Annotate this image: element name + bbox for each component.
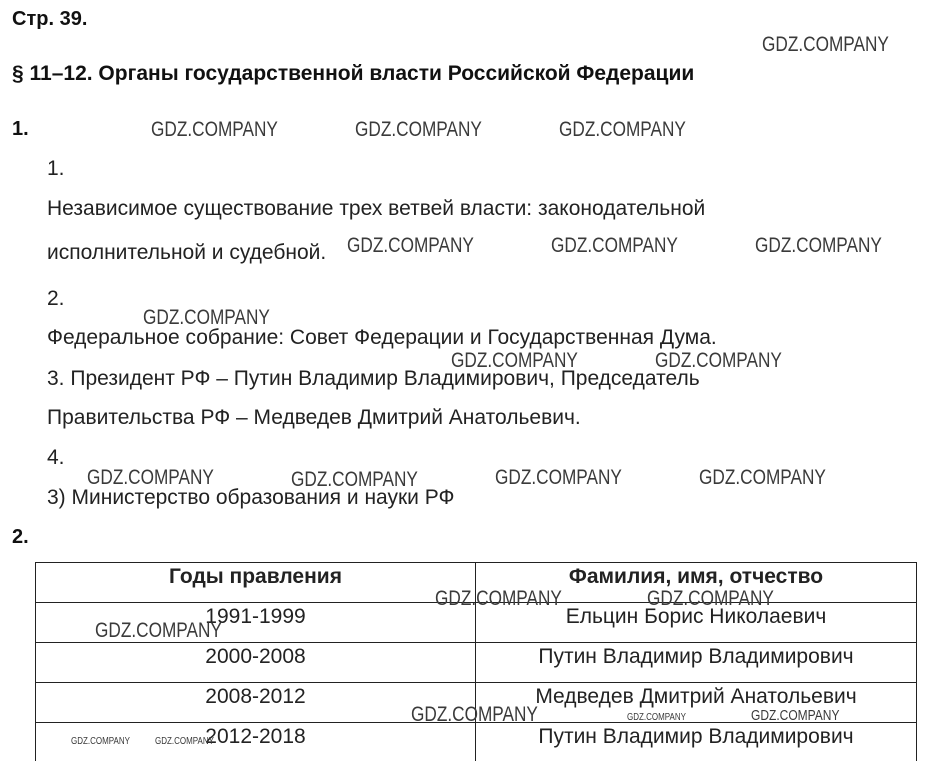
watermark: GDZ.COMPANY (655, 349, 782, 372)
answer-1-line-2: исполнительной и судебной. (47, 241, 327, 264)
name-cell: Медведев Дмитрий Анатольевич (476, 683, 917, 723)
task-1-number: 1. (12, 118, 29, 140)
page-number: Стр. 39. (12, 8, 88, 30)
watermark: GDZ.COMPANY (451, 349, 578, 372)
watermark: GDZ.COMPANY (411, 703, 538, 726)
watermark: GDZ.COMPANY (291, 468, 418, 491)
watermark: GDZ.COMPANY (95, 619, 222, 642)
watermark: GDZ.COMPANY (627, 712, 686, 723)
years-cell: 2000-2008 (36, 643, 476, 683)
name-cell: Путин Владимир Владимирович (476, 723, 917, 761)
watermark: GDZ.COMPANY (551, 234, 678, 257)
table-row (36, 643, 917, 683)
answer-3-line-1: 3. Президент РФ – Путин Владимир Владимирович, Председатель (47, 367, 700, 390)
watermark: GDZ.COMPANY (762, 33, 889, 56)
answer-1-number: 1. (47, 157, 65, 180)
answer-4-number: 4. (47, 446, 65, 469)
watermark: GDZ.COMPANY (87, 466, 214, 489)
watermark: GDZ.COMPANY (347, 234, 474, 257)
name-cell: Ельцин Борис Николаевич (476, 603, 917, 643)
watermark: GDZ.COMPANY (435, 587, 562, 610)
years-cell: 2008-2012 (36, 683, 476, 723)
answer-2-number: 2. (47, 287, 65, 310)
header-name: Фамилия, имя, отчество (476, 563, 917, 603)
watermark: GDZ.COMPANY (155, 736, 214, 747)
task-2-number: 2. (12, 526, 29, 548)
watermark: GDZ.COMPANY (355, 118, 482, 141)
watermark: GDZ.COMPANY (755, 234, 882, 257)
years-cell: 1991-1999 (36, 603, 476, 643)
answer-4-line-1: 3) Министерство образования и науки РФ (47, 486, 455, 509)
watermark: GDZ.COMPANY (699, 466, 826, 489)
watermark: GDZ.COMPANY (151, 118, 278, 141)
watermark: GDZ.COMPANY (495, 466, 622, 489)
watermark: GDZ.COMPANY (559, 118, 686, 141)
section-title: § 11–12. Органы государственной власти Российской Федерации (12, 62, 695, 85)
years-cell: 2012-2018 (36, 723, 476, 761)
watermark: GDZ.COMPANY (647, 587, 774, 610)
header-years: Годы правления (36, 563, 476, 603)
watermark: GDZ.COMPANY (143, 306, 270, 329)
watermark: GDZ.COMPANY (71, 736, 130, 747)
watermark: GDZ.COMPANY (751, 707, 840, 724)
answer-3-line-2: Правительства РФ – Медведев Дмитрий Анатольевич. (47, 406, 581, 429)
answer-1-line-1: Независимое существование трех ветвей власти: законодательной (47, 197, 706, 220)
answer-2-line-1: Федеральное собрание: Совет Федерации и Государственная Дума. (47, 326, 717, 349)
name-cell: Путин Владимир Владимирович (476, 643, 917, 683)
